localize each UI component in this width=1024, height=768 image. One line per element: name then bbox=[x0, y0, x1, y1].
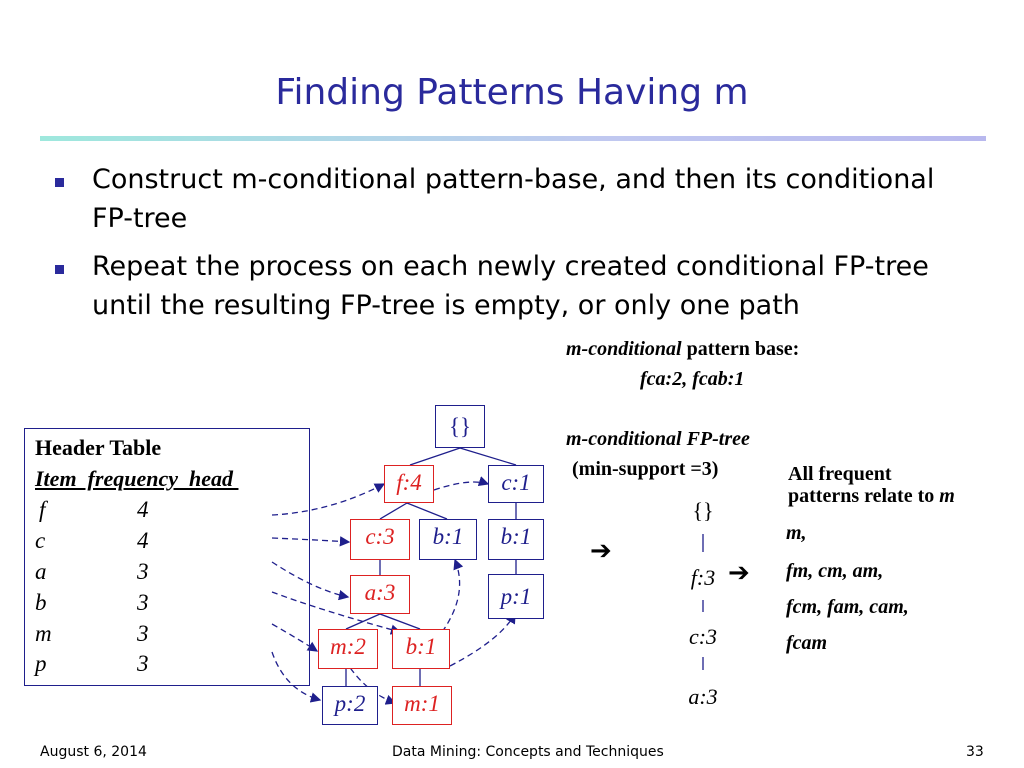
fp-tree-root: {} bbox=[435, 405, 485, 448]
pattern-base-value: fca:2, fcab:1 bbox=[640, 368, 745, 390]
frequent-heading-item: m bbox=[939, 485, 955, 507]
pattern-base-label-italic: m-conditional bbox=[566, 338, 682, 360]
pattern-base-label-rest: pattern base: bbox=[681, 338, 800, 360]
bullet-text: Repeat the process on each newly created conditional FP-tree until the resulting FP-tree is empty, or only one path bbox=[92, 251, 929, 321]
fp-node-c3: c:3 bbox=[350, 519, 410, 560]
footer-page-number: 33 bbox=[966, 744, 984, 760]
fp-node-c1: c:1 bbox=[488, 465, 544, 503]
frequent-pattern-line: fcm, fam, cam, bbox=[786, 596, 909, 618]
fp-node-b1-right: b:1 bbox=[488, 519, 544, 560]
header-row-freq: 4 bbox=[137, 497, 149, 522]
fp-node-f4: f:4 bbox=[384, 465, 434, 503]
cond-tree-root: {} bbox=[692, 498, 714, 523]
cond-tree-node: c:3 bbox=[688, 624, 718, 649]
header-row-freq: 3 bbox=[137, 559, 149, 584]
fp-node-b1-m: b:1 bbox=[392, 629, 450, 669]
fp-node-b1-c: b:1 bbox=[419, 519, 477, 560]
header-table-title: Header Table bbox=[35, 435, 162, 460]
cond-tree-node: a:3 bbox=[688, 684, 718, 709]
right-arrow-icon: ➔ bbox=[590, 536, 612, 566]
frequent-heading-text: patterns relate to bbox=[788, 485, 940, 507]
cond-tree-support: (min-support =3) bbox=[572, 458, 719, 480]
bullet-text: Construct m-conditional pattern-base, and then its conditional FP-tree bbox=[92, 164, 935, 234]
header-row-freq: 3 bbox=[137, 590, 149, 615]
header-row-item: m bbox=[35, 621, 52, 646]
header-row-item: b bbox=[35, 590, 47, 615]
footer-date: August 6, 2014 bbox=[40, 744, 147, 760]
fp-node-p1: p:1 bbox=[488, 574, 544, 619]
header-row-item: a bbox=[35, 559, 47, 584]
right-arrow-icon: ➔ bbox=[728, 558, 750, 588]
header-row-freq: 3 bbox=[137, 621, 149, 646]
fp-node-m2: m:2 bbox=[318, 629, 378, 669]
fp-node-m1: m:1 bbox=[392, 686, 452, 725]
header-row-item: f bbox=[39, 497, 46, 522]
fp-node-p2: p:2 bbox=[322, 686, 378, 725]
header-row-item: c bbox=[35, 528, 46, 553]
header-row-freq: 3 bbox=[137, 651, 149, 676]
header-table-columns: Item frequency head bbox=[35, 466, 239, 491]
frequent-pattern-line: fcam bbox=[786, 632, 828, 654]
footer-course: Data Mining: Concepts and Techniques bbox=[392, 744, 664, 760]
header-row-freq: 4 bbox=[137, 528, 149, 553]
frequent-pattern-line: fm, cm, am, bbox=[786, 560, 884, 582]
slide-title: Finding Patterns Having m bbox=[275, 72, 749, 113]
cond-tree-node: f:3 bbox=[690, 565, 716, 590]
frequent-pattern-line: m, bbox=[786, 522, 807, 544]
fp-node-a3: a:3 bbox=[350, 575, 410, 614]
header-row-item: p bbox=[35, 651, 47, 676]
frequent-heading-line1: All frequent bbox=[788, 463, 892, 485]
cond-tree-title: m-conditional FP-tree bbox=[566, 428, 750, 450]
